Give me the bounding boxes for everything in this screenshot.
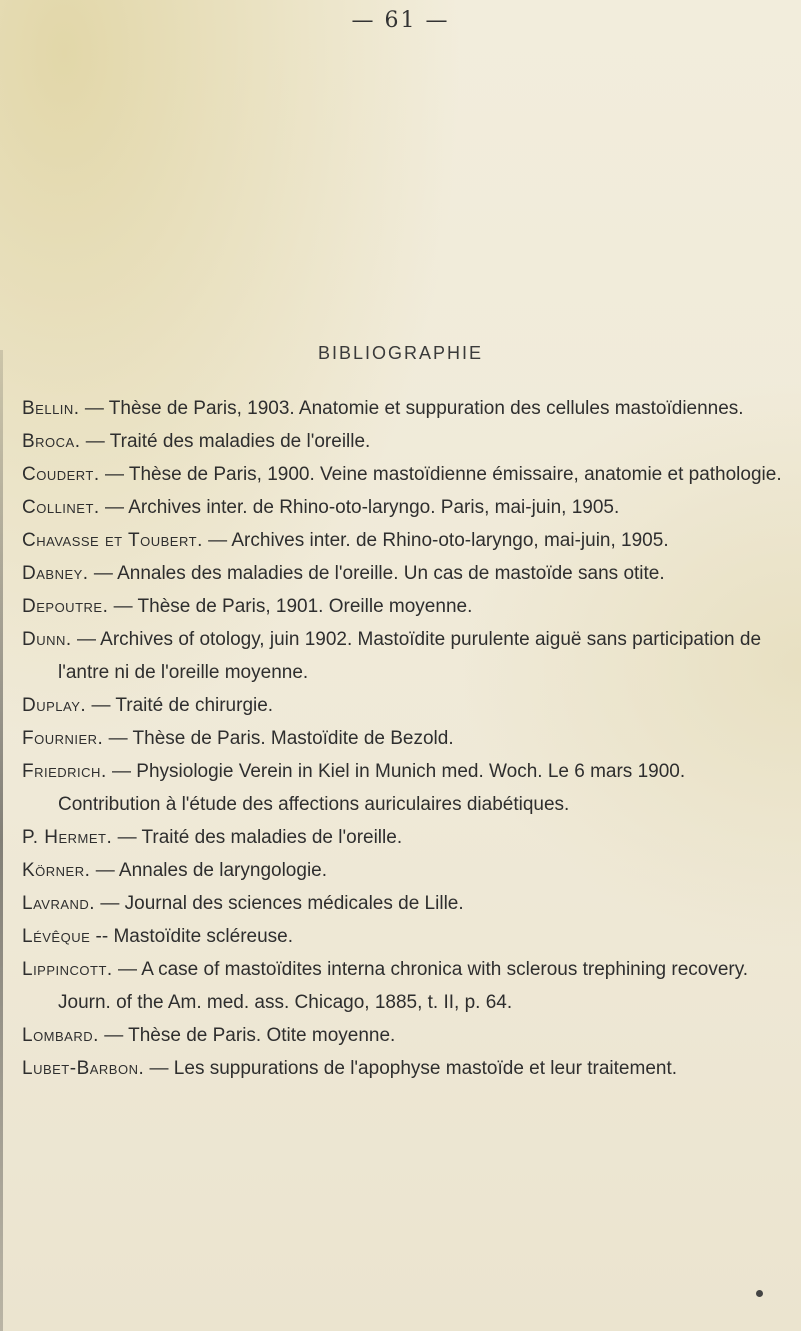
entry-author: Bellin.	[22, 398, 80, 419]
entry-text: — Physiologie Verein in Kiel in Munich med. Woch. Le 6 mars 1900. Contribution à l'étude des affections auriculaires diabétiques.	[58, 761, 686, 815]
bibliography-entry	[22, 524, 782, 557]
entry-text: — Thèse de Paris, 1901. Oreille moyenne.	[113, 596, 473, 617]
entry-author: Dabney.	[22, 563, 89, 584]
entry-author: Lippincott.	[22, 959, 113, 980]
entry-author: P. Hermet.	[22, 827, 113, 848]
bibliography-entry	[22, 590, 782, 623]
entry-author: Fournier.	[22, 728, 104, 749]
entry-author: Duplay.	[22, 695, 87, 716]
entry-author: Lubet-Barbon.	[22, 1058, 145, 1079]
entry-text: — Archives of otology, juin 1902. Mastoïdite purulente aiguë sans participation de l'antre ni de l'oreille moyenne.	[58, 629, 762, 683]
entry-author: Lombard.	[22, 1025, 99, 1046]
entry-author: Depoutre.	[22, 596, 109, 617]
entry-author: Coudert.	[22, 464, 100, 485]
entry-text: — Thèse de Paris. Mastoïdite de Bezold.	[108, 728, 454, 749]
entry-text: — Thèse de Paris. Otite moyenne.	[104, 1025, 396, 1046]
section-title: BIBLIOGRAPHIE	[317, 343, 484, 363]
entry-author: Friedrich.	[22, 761, 107, 782]
bibliography-entry	[22, 722, 782, 755]
ink-dot	[756, 1290, 763, 1297]
entry-text: — Annales des maladies de l'oreille. Un cas de mastoïde sans otite.	[93, 563, 665, 584]
entry-author: Körner.	[22, 860, 91, 881]
bibliography-entry	[22, 689, 782, 722]
entry-text: — Traité de chirurgie.	[91, 695, 274, 716]
entry-text: -- Mastoïdite scléreuse.	[95, 926, 294, 947]
entry-text: — Archives inter. de Rhino-oto-laryngo, mai-juin, 1905.	[208, 530, 669, 551]
bibliography-entry	[22, 491, 782, 524]
bibliography-entry	[22, 887, 782, 920]
entry-author: Lévêque	[22, 926, 91, 947]
bibliography-entry	[22, 953, 782, 1019]
bibliography-entry	[22, 920, 782, 953]
entry-text: — Les suppurations de l'apophyse mastoïde et leur traitement.	[149, 1058, 678, 1079]
entry-text: — Journal des sciences médicales de Lille.	[100, 893, 464, 914]
bibliography-entry	[22, 425, 782, 458]
bibliography-entry	[22, 623, 782, 689]
entry-author: Collinet.	[22, 497, 100, 518]
entry-text: — Thèse de Paris, 1903. Anatomie et suppuration des cellules mastoïdiennes.	[84, 398, 744, 419]
bibliography-list	[22, 392, 782, 1085]
bibliography-entry	[22, 458, 782, 491]
bibliography-entry	[22, 854, 782, 887]
entry-author: Dunn.	[22, 629, 72, 650]
entry-text: — Annales de laryngologie.	[95, 860, 328, 881]
entry-text: — Archives inter. de Rhino-oto-laryngo. Paris, mai-juin, 1905.	[104, 497, 620, 518]
bibliography-entry	[22, 1052, 782, 1085]
bibliography-entry	[22, 392, 782, 425]
binding-edge	[0, 350, 3, 1331]
entry-author: Chavasse et Toubert.	[22, 530, 203, 551]
bibliography-entry	[22, 1019, 782, 1052]
bibliography-entry	[22, 557, 782, 590]
bibliography-entry	[22, 755, 782, 821]
entry-text: — Thèse de Paris, 1900. Veine mastoïdienne émissaire, anatomie et pathologie.	[104, 464, 782, 485]
bibliography-entry	[22, 821, 782, 854]
entry-text: — Traité des maladies de l'oreille.	[85, 431, 371, 452]
page-number: — 61 —	[351, 8, 450, 33]
entry-text: — Traité des maladies de l'oreille.	[117, 827, 403, 848]
entry-text: — A case of mastoïdites interna chronica with sclerous trephining recovery. Journ. of the Am. med. ass. Chicago, 1885, t. II, p. 64.	[58, 959, 749, 1013]
entry-author: Broca.	[22, 431, 81, 452]
entry-author: Lavrand.	[22, 893, 96, 914]
